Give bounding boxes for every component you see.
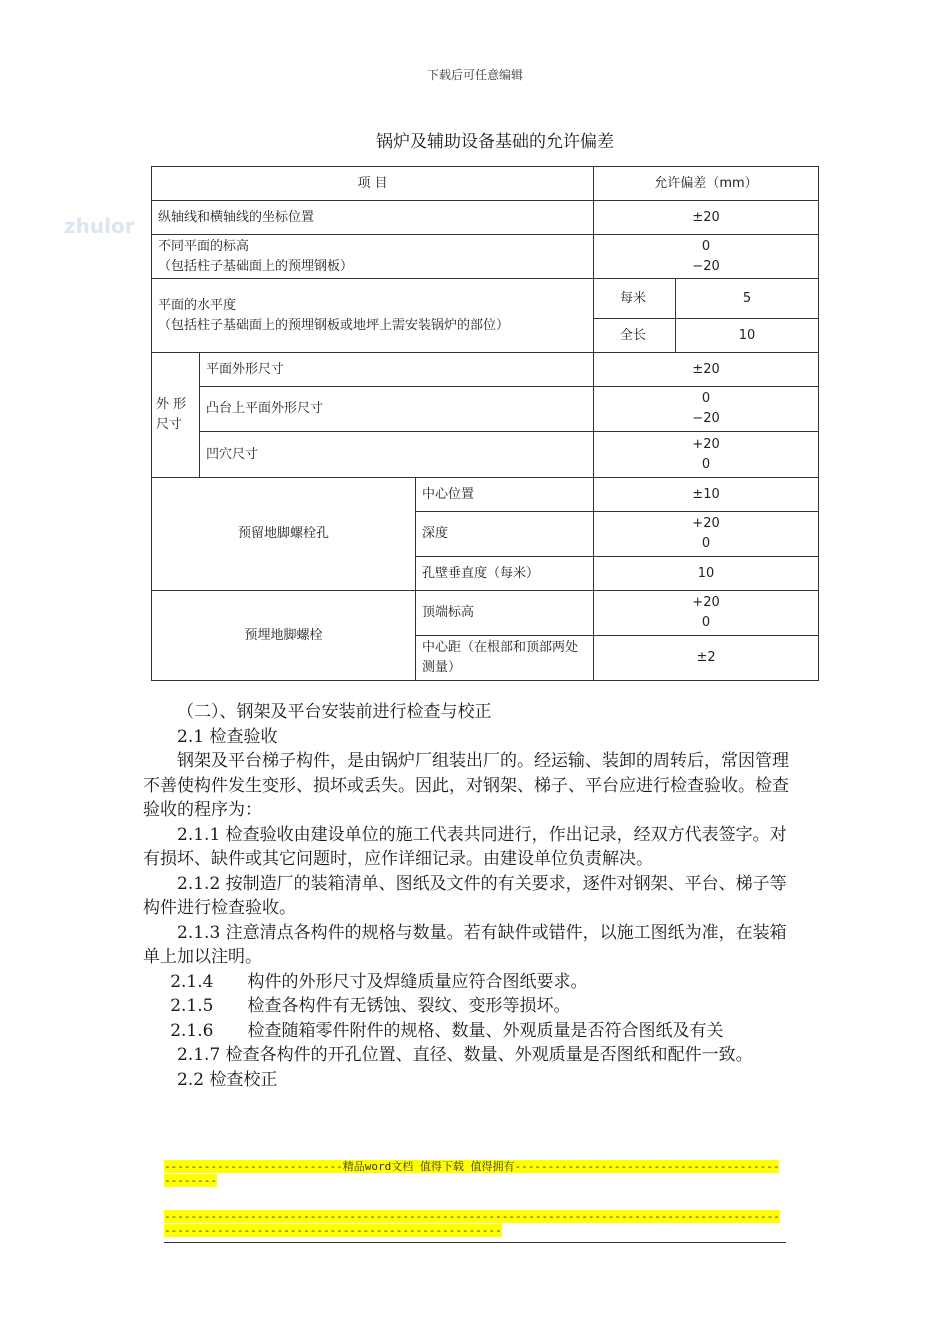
- tolerance-table: [151, 166, 819, 681]
- body-text: [143, 700, 803, 1092]
- row-item: 中心距（在根部和顶部两处测量）: [416, 636, 594, 681]
- list-item: [143, 1019, 803, 1044]
- item-number: 2.1.5: [170, 996, 214, 1016]
- row-tolerance: +20 0: [594, 591, 819, 636]
- row-tolerance: ±2: [594, 636, 819, 681]
- row-item: 平面的水平度 （包括柱子基础面上的预埋钢板或地坪上需安装锅炉的部位）: [152, 279, 594, 353]
- table-row: [152, 235, 819, 279]
- row-tolerance: 0 −20: [594, 387, 819, 432]
- header-tolerance: 允许偏差（mm）: [594, 167, 819, 201]
- row-item: 孔壁垂直度（每米）: [416, 557, 594, 591]
- row-group-bolt: 预埋地脚螺栓: [152, 591, 416, 681]
- row-tolerance: 0 −20: [594, 235, 819, 279]
- row-group-shape: 外 形 尺寸: [152, 353, 200, 478]
- header-item: 项 目: [152, 167, 594, 201]
- table-row: [152, 201, 819, 235]
- row-item: 纵轴线和横轴线的坐标位置: [152, 201, 594, 235]
- footer-rule: [164, 1242, 786, 1243]
- table-row: [152, 591, 819, 636]
- row-subitem: 全长: [594, 319, 676, 353]
- page-header: 下载后可任意编辑: [426, 68, 523, 82]
- row-subitem: 每米: [594, 279, 676, 319]
- row-group-hole: 预留地脚螺栓孔: [152, 478, 416, 591]
- table-row: [152, 279, 819, 319]
- list-item: [143, 970, 803, 995]
- subsection-heading: 2.2 检查校正: [177, 1069, 278, 1090]
- footer-text: ---------------------------精品word文档 值得下载 值得拥有------------------------------------------------: [164, 1160, 780, 1187]
- table-row: [152, 353, 819, 387]
- row-tolerance: +20 0: [594, 512, 819, 557]
- row-item: 中心位置: [416, 478, 594, 512]
- item-text: 检查各构件有无锈蚀、裂纹、变形等损坏。: [247, 996, 571, 1016]
- footer-text: ------------------------------------------------------------------------------------------------------------------------------------------------: [164, 1210, 780, 1237]
- paragraph: 2.1.7 检查各构件的开孔位置、直径、数量、外观质量是否图纸和配件一致。: [177, 1045, 753, 1065]
- paragraph: 2.1.2 按制造厂的装箱清单、图纸及文件的有关要求，逐件对钢架、平台、梯子等构件进行检查验收。: [143, 873, 787, 918]
- row-tolerance: ±10: [594, 478, 819, 512]
- subsection-heading: 2.1 检查验收: [177, 726, 278, 747]
- list-item: [143, 994, 803, 1019]
- row-item: 不同平面的标高 （包括柱子基础面上的预埋钢板）: [152, 235, 594, 279]
- item-text: 构件的外形尺寸及焊缝质量应符合图纸要求。: [247, 971, 588, 992]
- paragraph: 2.1.1 检查验收由建设单位的施工代表共同进行，作出记录，经双方代表签字。对有损坏、缺件或其它问题时，应作详细记录。由建设单位负责解决。: [143, 824, 787, 869]
- table-row: [152, 432, 819, 478]
- row-tolerance: 10: [676, 319, 819, 353]
- row-item: 凹穴尺寸: [200, 432, 594, 478]
- table-row: [152, 478, 819, 512]
- table-title: 锅炉及辅助设备基础的允许偏差: [376, 132, 614, 152]
- row-tolerance: ±20: [594, 201, 819, 235]
- table-row: [152, 387, 819, 432]
- row-tolerance: 5: [676, 279, 819, 319]
- table-row: [152, 167, 819, 201]
- paragraph: 钢架及平台梯子构件，是由锅炉厂组装出厂的。经运输、装卸的周转后，常因管理不善使构件发生变形、损坏或丢失。因此，对钢架、梯子、平台应进行检查验收。检查验收的程序为：: [143, 751, 789, 820]
- item-number: 2.1.6: [170, 1020, 214, 1041]
- row-item: 顶端标高: [416, 591, 594, 636]
- item-text: 检查随箱零件附件的规格、数量、外观质量是否符合图纸及有关: [247, 1020, 724, 1041]
- item-number: 2.1.4: [170, 971, 214, 992]
- row-tolerance: 10: [594, 557, 819, 591]
- row-item: 凸台上平面外形尺寸: [200, 387, 594, 432]
- watermark: zhulor: [64, 214, 135, 238]
- row-tolerance: ±20: [594, 353, 819, 387]
- paragraph: 2.1.3 注意清点各构件的规格与数量。若有缺件或错件，以施工图纸为准，在装箱单上加以注明。: [143, 922, 787, 967]
- footer-dashes: [164, 1210, 784, 1238]
- footer-banner: [164, 1160, 784, 1188]
- row-tolerance: +20 0: [594, 432, 819, 478]
- row-item: 平面外形尺寸: [200, 353, 594, 387]
- row-item: 深度: [416, 512, 594, 557]
- section-heading: （二）、钢架及平台安装前进行检查与校正: [177, 702, 492, 722]
